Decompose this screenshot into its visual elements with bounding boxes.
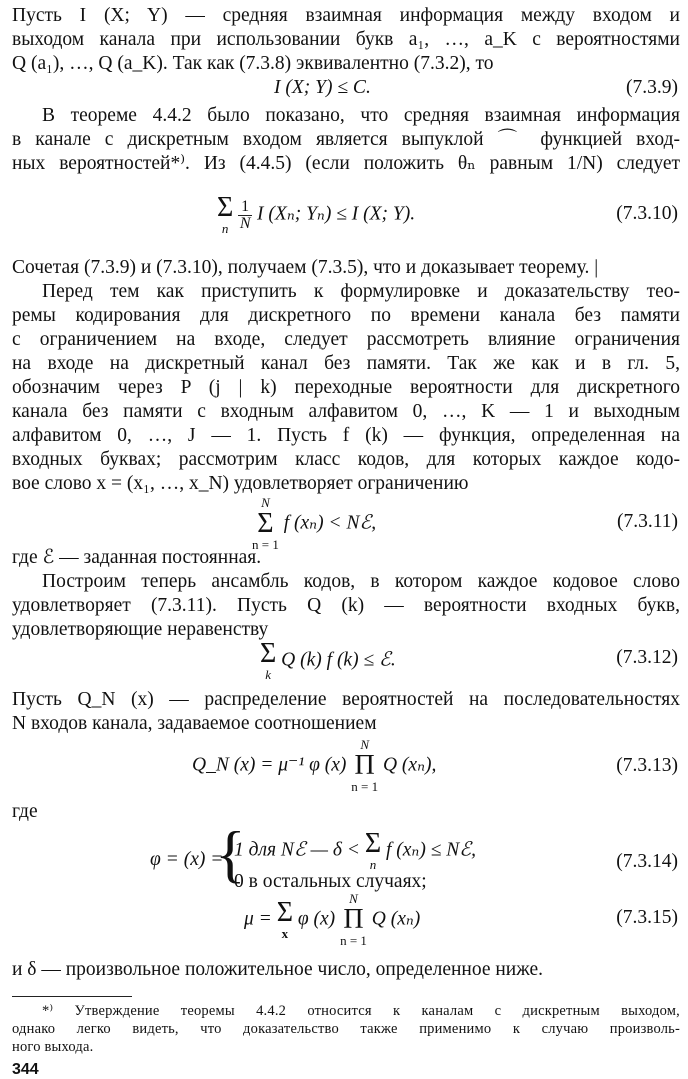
text-line: Построим теперь ансамбль кодов, в котором каждое кодовое слово bbox=[42, 571, 680, 592]
footnote-line: ного выхода. bbox=[12, 1039, 94, 1055]
text-line: ных вероятностей*⁾. Из (4.4.5) (если положить θₙ равным 1/N) следует bbox=[12, 153, 680, 174]
equation-7-3-12 bbox=[12, 640, 680, 684]
equation-label: (7.3.11) bbox=[616, 511, 678, 532]
page-number: 344 bbox=[12, 1061, 39, 1078]
case-two: 0 в остальных случаях; bbox=[234, 871, 427, 892]
text-line: в канале с дискретным входом является выпуклой ⌒ функцией вход- bbox=[12, 129, 680, 150]
sum-operator: N Σ n = 1 bbox=[252, 495, 279, 552]
equation-label: (7.3.14) bbox=[616, 851, 678, 872]
product-operator: N Π n = 1 bbox=[351, 737, 379, 794]
text-line: обозначим через P (j | k) переходные вероятности для дискретного bbox=[12, 377, 680, 398]
equation-lhs: φ = (x) = bbox=[150, 849, 224, 870]
sum-operator: Σ x bbox=[276, 897, 293, 941]
footnote-rule bbox=[12, 996, 132, 997]
equation-body: Σ n $\frac{1}{N}$ I (Xₙ; Yₙ) ≤ I (X; Y). bbox=[217, 192, 416, 236]
text-line: где ℰ — заданная постоянная. bbox=[12, 547, 262, 568]
equation-7-3-13 bbox=[12, 738, 680, 798]
footnote-line: однако легко видеть, что доказательство также применимо к случаю произволь- bbox=[12, 1021, 680, 1037]
equation-7-3-15 bbox=[12, 892, 680, 952]
text-line: канала без памяти с входным алфавитом 0, …, K — 1 и выходным bbox=[12, 401, 680, 422]
text-line: входных буквах; рассмотрим класс кодов, для которых каждое кодо- bbox=[12, 449, 680, 470]
text-line: вое слово x = (x₁, …, x_N) удовлетворяет ограничению bbox=[12, 473, 469, 494]
text-line: алфавитом 0, …, J — 1. Пусть f (k) — функция, определенная на bbox=[12, 425, 680, 446]
text-line: Пусть I (X; Y) — средняя взаимная информация между входом и bbox=[12, 5, 680, 26]
fraction: $\frac{1}{N}$ bbox=[239, 197, 251, 232]
equation-label: (7.3.12) bbox=[616, 647, 678, 668]
equation-body: I (X; Y) ≤ C. bbox=[274, 77, 371, 98]
footnote-line: *⁾ Утверждение теоремы 4.4.2 относится к каналам с дискретным выходом, bbox=[42, 1003, 680, 1019]
text-line: Пусть Q_N (x) — распределение вероятностей на последовательностях bbox=[12, 689, 680, 710]
equation-label: (7.3.13) bbox=[616, 755, 678, 776]
equation-body: Q_N (x) = μ⁻¹ φ (x) N Π n = 1 Q (xₙ), bbox=[192, 737, 437, 794]
text-line: удовлетворяющие неравенству bbox=[12, 619, 269, 640]
equation-7-3-10 bbox=[12, 194, 680, 244]
equation-7-3-14 bbox=[12, 818, 680, 896]
equation-body: μ = Σ x φ (x) N Π n = 1 Q (xₙ) bbox=[244, 891, 421, 948]
product-operator: N Π n = 1 bbox=[340, 891, 367, 948]
equation-label: (7.3.15) bbox=[616, 907, 678, 928]
text-line: N входов канала, задаваемое соотношением bbox=[12, 713, 377, 734]
sum-operator: Σ k bbox=[260, 638, 277, 682]
text-line: на входе на дискретный канал без памяти. Так же как и в гл. 5, bbox=[12, 353, 680, 374]
text-line: удовлетворяет (7.3.11). Пусть Q (k) — вероятности входных букв, bbox=[12, 595, 680, 616]
text-line: В теореме 4.4.2 было показано, что средняя взаимная информация bbox=[42, 105, 680, 126]
equation-label: (7.3.9) bbox=[626, 77, 678, 98]
text-line: ремы кодирования для дискретного по времени канала без памяти bbox=[12, 305, 680, 326]
text-line: где bbox=[12, 801, 38, 822]
equation-body: N Σ n = 1 f (xₙ) < Nℰ, bbox=[252, 495, 377, 552]
text-line: с ограничением на входе, следует рассмотреть влияние ограничения bbox=[12, 329, 680, 350]
left-brace: { bbox=[215, 818, 246, 889]
text-line: Сочетая (7.3.9) и (7.3.10), получаем (7.3.5), что и доказывает теорему. | bbox=[12, 257, 599, 278]
sum-operator: Σ n bbox=[217, 192, 234, 236]
text-line: Перед тем как приступить к формулировке и доказательству тео- bbox=[42, 281, 680, 302]
text-line: и δ — произвольное положительное число, определенное ниже. bbox=[12, 959, 543, 980]
text-line: выходом канала при использовании букв a₁, …, a_K с вероятностями bbox=[12, 29, 680, 50]
sum-operator: Σ n bbox=[364, 828, 382, 872]
equation-label: (7.3.10) bbox=[616, 203, 678, 224]
equation-body: Σ k Q (k) f (k) ≤ ℰ. bbox=[260, 638, 396, 682]
text-line: Q (a₁), …, Q (a_K). Так как (7.3.8) эквивалентно (7.3.2), то bbox=[12, 53, 494, 74]
case-one: 1 для Nℰ — δ < Σ n f (xₙ) ≤ Nℰ, bbox=[234, 828, 476, 872]
